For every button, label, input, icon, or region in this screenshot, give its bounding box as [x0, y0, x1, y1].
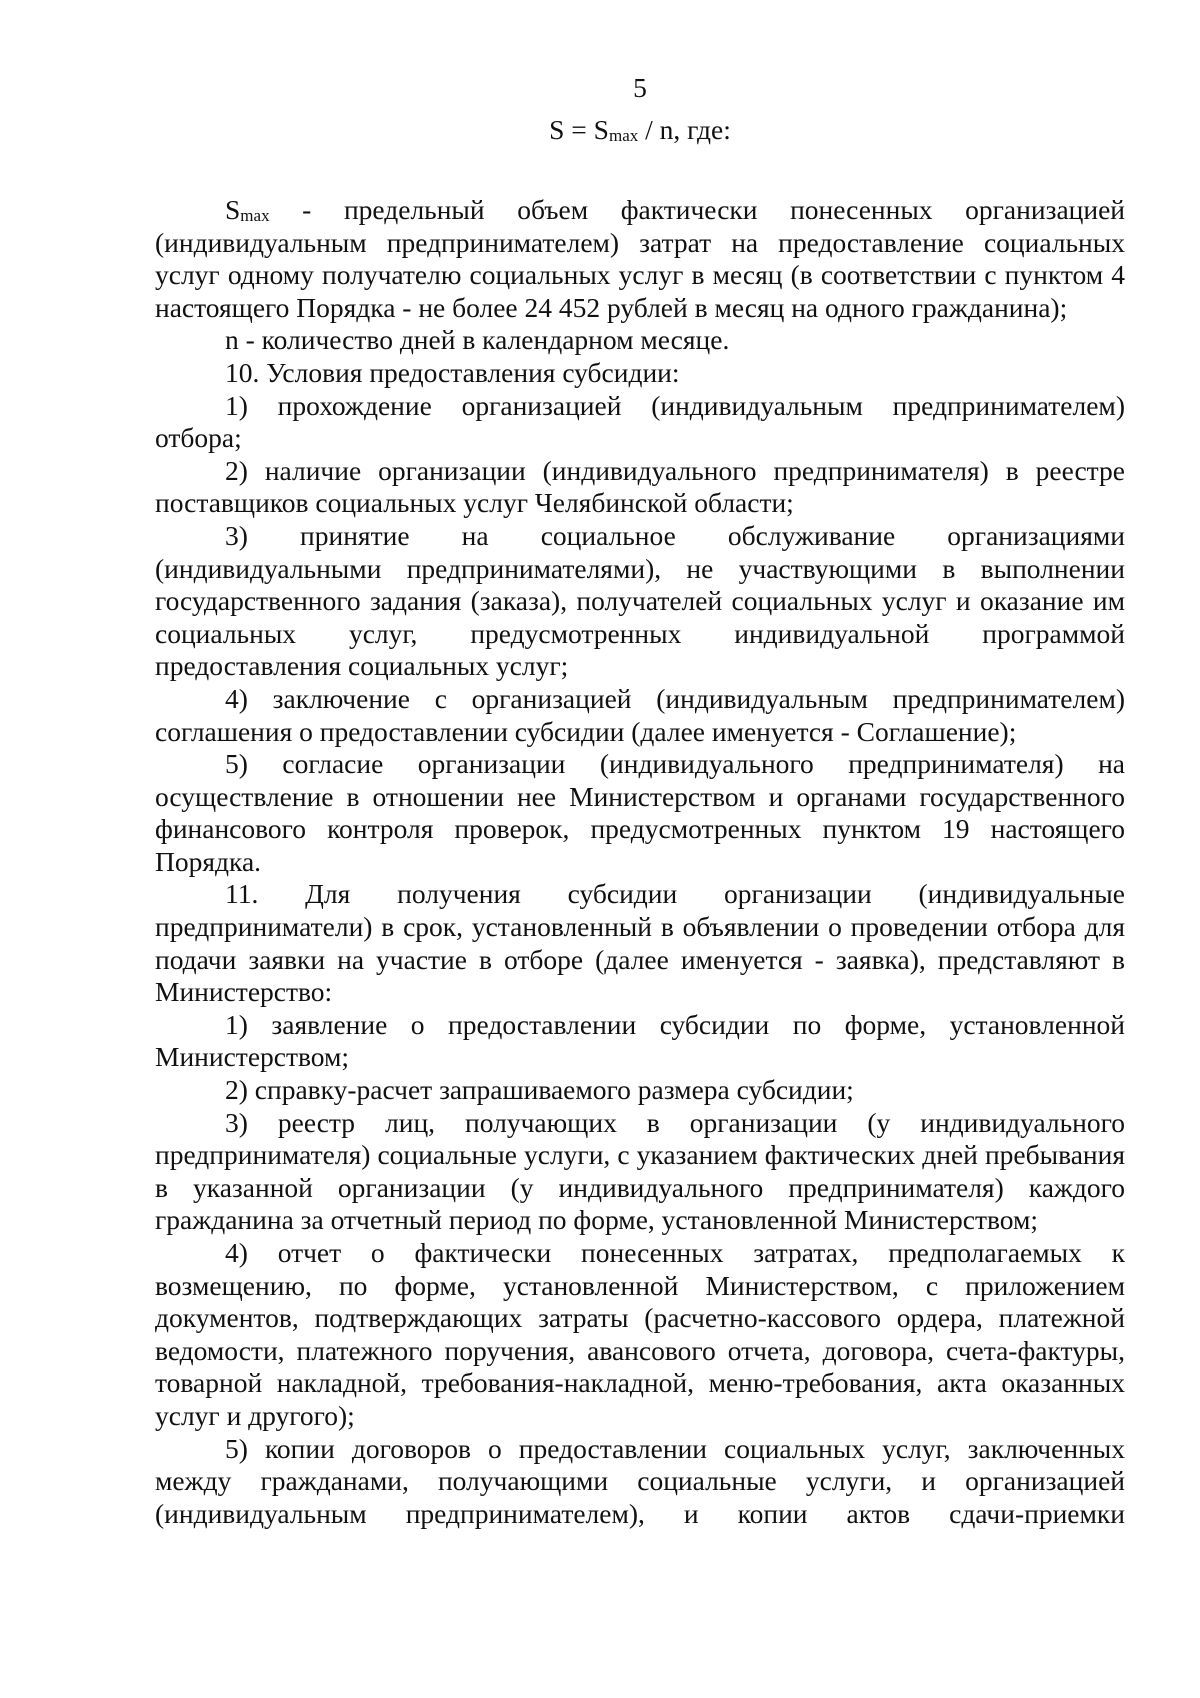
smax-symbol: S — [225, 194, 241, 225]
section-10-item-4: 4) заключение с организацией (индивидуальным предпринимателем) соглашения о предоставлении субсидии (далее именуется - Соглашение); — [155, 682, 1125, 747]
formula-rhs: / n, где: — [638, 114, 731, 145]
section-10-item-3: 3) принятие на социальное обслуживание организациями (индивидуальными предпринимателями), не участвующими в выполнении государственного задания (заказа), получателей социальных услуг и оказание им социальных услуг, предусмотренных индивидуальной программой предоставления социальных услуг; — [155, 519, 1125, 682]
section-10-title: 10. Условия предоставления субсидии: — [225, 356, 680, 388]
formula — [155, 110, 1125, 160]
section-11-item-1: 1) заявление о предоставлении субсидии по форме, установленной Министерством; — [155, 1008, 1125, 1073]
smax-definition — [155, 194, 1125, 324]
page-number: 5 — [633, 72, 647, 103]
section-11-item-2: 2) справку-расчет запрашиваемого размера субсидии; — [225, 1074, 854, 1106]
formula-lhs: S = S — [549, 114, 609, 145]
section-10-item-2: 2) наличие организации (индивидуального предпринимателя) в реестре поставщиков социальных услуг Челябинской области; — [155, 454, 1125, 519]
document-page — [155, 66, 1125, 1530]
section-10-item-1: 1) прохождение организацией (индивидуальным предпринимателем) отбора; — [155, 389, 1125, 454]
formula-subscript: max — [608, 126, 639, 145]
section-11-item-3: 3) реестр лиц, получающих в организации (у индивидуального предпринимателя) социальные услуги, с указанием фактических дней пребывания в указанной организации (у индивидуального предпринимателя) каждого гражданина за отчетный период по форме, установленной Министерством; — [155, 1106, 1125, 1236]
section-10-item-5: 5) согласие организации (индивидуального предпринимателя) на осуществление в отношении нее Министерством и органами государственного финансового контроля проверок, предусмотренных пунктом 19 настоящего Порядка. — [155, 748, 1125, 877]
section-11-item-5: 5) копии договоров о предоставлении социальных услуг, заключенных между гражданами, получающими социальные услуги, и организацией (индивидуальным предпринимателем), и копии актов сдачи-приемки — [155, 1432, 1125, 1529]
smax-definition-text: - предельный объем фактически понесенных организацией (индивидуальным предпринимателем) затрат на предоставление социальных услуг одному получателю социальных услуг в месяц (в соответствии с пунктом 4 настоящего Порядка - не более 24 452 рублей в месяц на одного гражданина); — [155, 194, 1125, 323]
n-definition: n - количество дней в календарном месяце. — [225, 324, 730, 356]
section-11-title: 11. Для получения субсидии организации (индивидуальные предприниматели) в срок, установленный в объявлении о проведении отбора для подачи заявки на участие в отборе (далее именуется - заявка), представляют в Министерство: — [155, 878, 1125, 1008]
smax-subscript: max — [240, 206, 270, 225]
section-11-item-4: 4) отчет о фактически понесенных затратах, предполагаемых к возмещению, по форме, установленной Министерством, с приложением документов, подтверждающих затраты (расчетно-кассового ордера, платежной ведомости, платежного поручения, авансового отчета, договора, счета-фактуры, товарной накладной, требования-накладной, меню-требования, акта оказанных услуг и другого); — [155, 1237, 1125, 1431]
